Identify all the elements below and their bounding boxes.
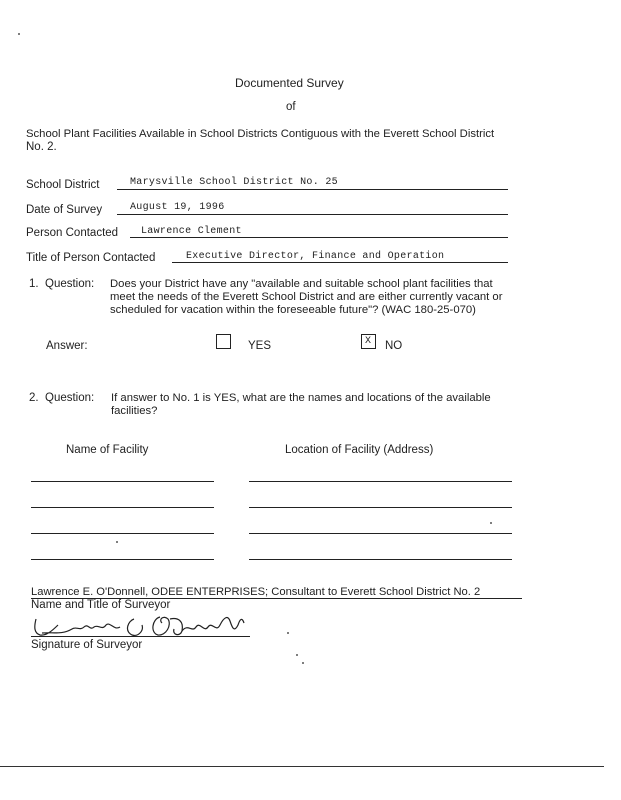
surveyor-name-label: Name and Title of Surveyor xyxy=(31,599,171,611)
yes-label: YES xyxy=(248,340,272,352)
no-checkbox-mark: X xyxy=(365,336,372,347)
date-of-survey-underline xyxy=(117,214,508,215)
scan-speck xyxy=(18,33,20,35)
title-of-person-label: Title of Person Contacted xyxy=(26,252,156,264)
scan-speck xyxy=(116,541,118,543)
scan-speck xyxy=(302,662,304,664)
date-of-survey-value: August 19, 1996 xyxy=(130,202,225,213)
scan-speck xyxy=(296,654,298,656)
facility-name-line-4 xyxy=(31,559,214,560)
person-contacted-value: Lawrence Clement xyxy=(141,226,242,237)
signature-label: Signature of Surveyor xyxy=(31,639,143,651)
answer-label: Answer: xyxy=(46,340,88,352)
title-of-person-underline xyxy=(172,262,508,263)
question1-text-line2: meet the needs of the Everett School District and are either currently vacant or xyxy=(110,291,503,303)
question2-number: 2. xyxy=(29,392,39,404)
page-bottom-rule xyxy=(0,766,604,767)
facility-name-header: Name of Facility xyxy=(66,444,149,456)
scan-speck xyxy=(287,632,289,634)
no-label: NO xyxy=(385,340,403,352)
facility-location-line-1 xyxy=(249,481,512,482)
surveyor-name-title: Lawrence E. O'Donnell, ODEE ENTERPRISES; Consultant to Everett School District No. 2 xyxy=(31,586,481,598)
facility-location-line-2 xyxy=(249,507,512,508)
question1-text-line3: scheduled for vacation within the foreseeable future"? (WAC 180-25-070) xyxy=(110,304,476,316)
facility-location-line-3 xyxy=(249,533,512,534)
facility-name-line-1 xyxy=(31,481,214,482)
question1-number: 1. xyxy=(29,278,39,290)
signature-underline xyxy=(31,636,250,637)
school-district-value: Marysville School District No. 25 xyxy=(130,177,338,188)
facility-name-line-3 xyxy=(31,533,214,534)
school-district-label: School District xyxy=(26,179,100,191)
document-subtitle: School Plant Facilities Available in School Districts Contiguous with the Everett School District xyxy=(26,128,495,140)
date-of-survey-label: Date of Survey xyxy=(26,204,103,216)
facility-name-line-2 xyxy=(31,507,214,508)
question2-text-line1: If answer to No. 1 is YES, what are the names and locations of the available xyxy=(111,392,491,404)
document-title: Documented Survey xyxy=(235,76,344,90)
person-contacted-label: Person Contacted xyxy=(26,227,119,239)
question2-text-line2: facilities? xyxy=(111,405,158,417)
question1-text-line1: Does your District have any "available and suitable school plant facilities that xyxy=(110,278,493,290)
document-title-of: of xyxy=(286,101,296,113)
yes-checkbox[interactable] xyxy=(216,334,231,349)
question2-label: Question: xyxy=(45,392,95,404)
document-subtitle-cont: No. 2. xyxy=(26,141,57,153)
facility-location-line-4 xyxy=(249,559,512,560)
person-contacted-underline xyxy=(130,237,508,238)
question1-label: Question: xyxy=(45,278,95,290)
title-of-person-value: Executive Director, Finance and Operation xyxy=(186,251,445,262)
facility-location-header: Location of Facility (Address) xyxy=(285,444,434,456)
school-district-underline xyxy=(117,189,508,190)
scan-speck xyxy=(490,522,492,524)
